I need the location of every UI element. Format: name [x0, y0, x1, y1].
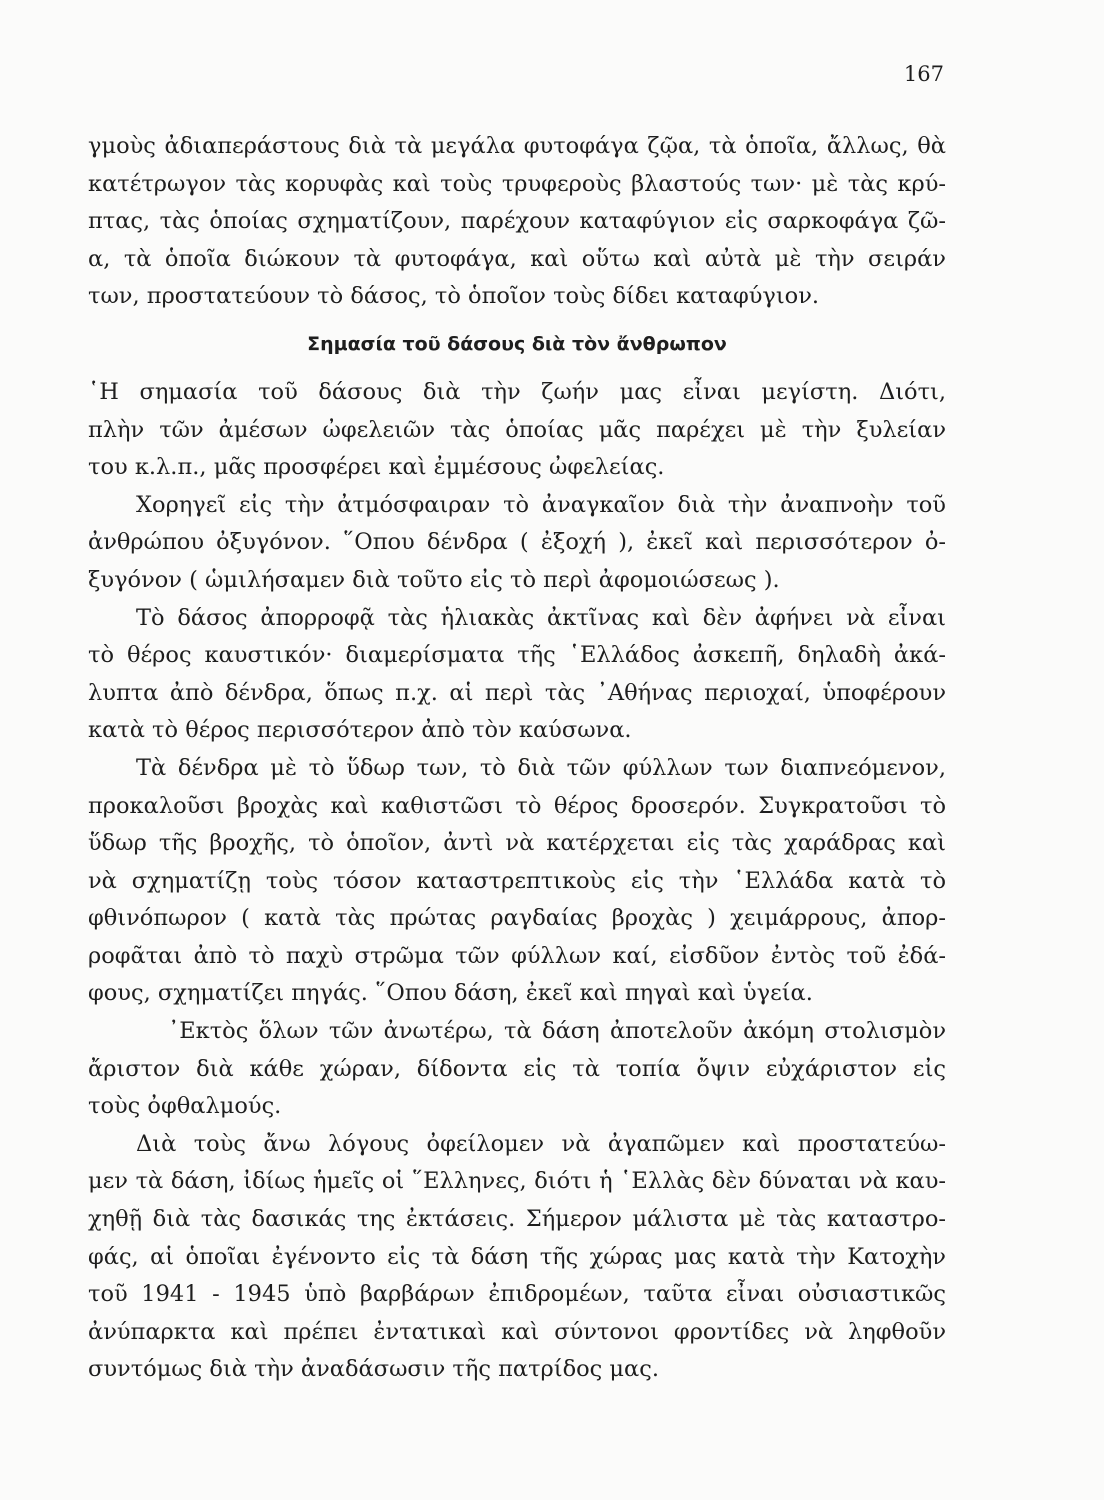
text-line: ᾿Εκτὸς ὅλων τῶν ἀνωτέρω, τὰ δάση ἀποτελοῦν ἀκόμη στολισμὸν	[168, 1018, 946, 1045]
paragraph-importance	[88, 374, 946, 487]
text-line: μεν τὰ δάση, ἰδίως ἡμεῖς οἱ ῞Ελληνες, διότι ἡ ῾Ελλὰς δὲν δύναται νὰ καυ-	[88, 1168, 946, 1195]
text-line: ἀνθρώπου ὀξυγόνον. ῞Οπου δένδρα ( ἐξοχή ), ἐκεῖ καὶ περισσότερον ὀ-	[88, 529, 946, 556]
paragraph-sun	[88, 600, 946, 750]
intro-paragraph	[88, 128, 946, 316]
text-line: φους, σχηματίζει πηγάς. ῞Οπου δάση, ἐκεῖ καὶ πηγαὶ καὶ ὑγεία.	[88, 980, 813, 1007]
text-line: ξυγόνον ( ὡμιλήσαμεν διὰ τοῦτο εἰς τὸ περὶ ἀφομοιώσεως ).	[88, 566, 780, 593]
text-line: χηθῇ διὰ τὰς δασικάς της ἐκτάσεις. Σήμερον μάλιστα μὲ τὰς καταστρο-	[88, 1206, 946, 1233]
text-line: Τὸ δάσος ἀπορροφᾷ τὰς ἡλιακὰς ἀκτῖνας καὶ δὲν ἀφήνει νὰ εἶναι	[136, 604, 946, 631]
paragraph-oxygen	[88, 487, 946, 600]
paragraph-conclusion	[88, 1126, 946, 1389]
text-line: α, τὰ ὁποῖα διώκουν τὰ φυτοφάγα, καὶ οὕτω καὶ αὐτὰ μὲ τὴν σειράν	[88, 245, 946, 272]
text-line: φάς, αἱ ὁποῖαι ἐγένοντο εἰς τὰ δάση τῆς χώρας μας κατὰ τὴν Κατοχὴν	[88, 1243, 946, 1270]
text-line: ροφᾶται ἀπὸ τὸ παχὺ στρῶμα τῶν φύλλων καί, εἰσδῦον ἐντὸς τοῦ ἐδά-	[88, 942, 946, 969]
paragraph-water	[88, 750, 946, 1013]
text-line: λυπτα ἀπὸ δένδρα, ὅπως π.χ. αἱ περὶ τὰς ᾿Αθήνας περιοχαί, ὑποφέρουν	[88, 679, 946, 706]
text-line: πλὴν τῶν ἀμέσων ὠφελειῶν τὰς ὁποίας μᾶς παρέχει μὲ τὴν ξυλείαν	[88, 416, 946, 443]
text-line: ἀνύπαρκτα καὶ πρέπει ἐντατικαὶ καὶ σύντονοι φροντίδες νὰ ληφθοῦν	[88, 1318, 946, 1345]
text-line: κατὰ τὸ θέρος περισσότερον ἀπὸ τὸν καύσωνα.	[88, 717, 632, 744]
text-line: κατέτρωγον τὰς κορυφὰς καὶ τοὺς τρυφεροὺς βλαστούς των· μὲ τὰς κρύ-	[88, 170, 946, 197]
text-line: φθινόπωρον ( κατὰ τὰς πρώτας ραγδαίας βροχὰς ) χειμάρρους, ἀπορ-	[88, 905, 946, 932]
page-number: 167	[903, 62, 944, 86]
section-heading: Σημασία τοῦ δάσους διὰ τὸν ἄνθρωπον	[307, 332, 727, 355]
text-line: ὕδωρ τῆς βροχῆς, τὸ ὁποῖον, ἀντὶ νὰ κατέρχεται εἰς τὰς χαράδρας καὶ	[88, 830, 946, 857]
text-line: συντόμως διὰ τὴν ἀναδάσωσιν τῆς πατρίδος μας.	[88, 1356, 660, 1383]
text-line: πτας, τὰς ὁποίας σχηματίζουν, παρέχουν καταφύγιον εἰς σαρκοφάγα ζῶ-	[88, 208, 946, 235]
text-line: νὰ σχηματίζῃ τοὺς τόσον καταστρεπτικοὺς εἰς τὴν ῾Ελλάδα κατὰ τὸ	[88, 867, 946, 894]
text-line: τοῦ 1941 - 1945 ὑπὸ βαρβάρων ἐπιδρομέων, ταῦτα εἶναι οὐσιαστικῶς	[88, 1281, 946, 1308]
paragraph-beauty	[88, 1013, 946, 1126]
text-line: ἄριστον διὰ κάθε χώραν, δίδοντα εἰς τὰ τοπία ὄψιν εὐχάριστον εἰς	[88, 1055, 946, 1082]
text-line: Τὰ δένδρα μὲ τὸ ὕδωρ των, τὸ διὰ τῶν φύλλων των διαπνεόμενον,	[136, 754, 946, 781]
text-line: των, προστατεύουν τὸ δάσος, τὸ ὁποῖον τοὺς δίδει καταφύγιον.	[88, 283, 820, 310]
text-line: ῾Η σημασία τοῦ δάσους διὰ τὴν ζωήν μας εἶναι μεγίστη. Διότι,	[88, 378, 946, 405]
text-line: προκαλοῦσι βροχὰς καὶ καθιστῶσι τὸ θέρος δροσερόν. Συγκρατοῦσι τὸ	[88, 792, 946, 819]
text-line: τοὺς ὀφθαλμούς.	[88, 1093, 282, 1120]
text-line: Διὰ τοὺς ἄνω λόγους ὀφείλομεν νὰ ἀγαπῶμεν καὶ προστατεύω-	[136, 1130, 946, 1157]
text-line: γμοὺς ἀδιαπεράστους διὰ τὰ μεγάλα φυτοφάγα ζῷα, τὰ ὁποῖα, ἄλλως, θὰ	[88, 133, 946, 159]
text-line: του κ.λ.π., μᾶς προσφέρει καὶ ἐμμέσους ὠφελείας.	[88, 454, 665, 481]
text-line: Χορηγεῖ εἰς τὴν ἀτμόσφαιραν τὸ ἀναγκαῖον διὰ τὴν ἀναπνοὴν τοῦ	[136, 491, 946, 518]
text-line: τὸ θέρος καυστικόν· διαμερίσματα τῆς ῾Ελλάδος ἀσκεπῆ, δηλαδὴ ἀκά-	[88, 642, 946, 669]
body-text	[88, 128, 946, 1389]
